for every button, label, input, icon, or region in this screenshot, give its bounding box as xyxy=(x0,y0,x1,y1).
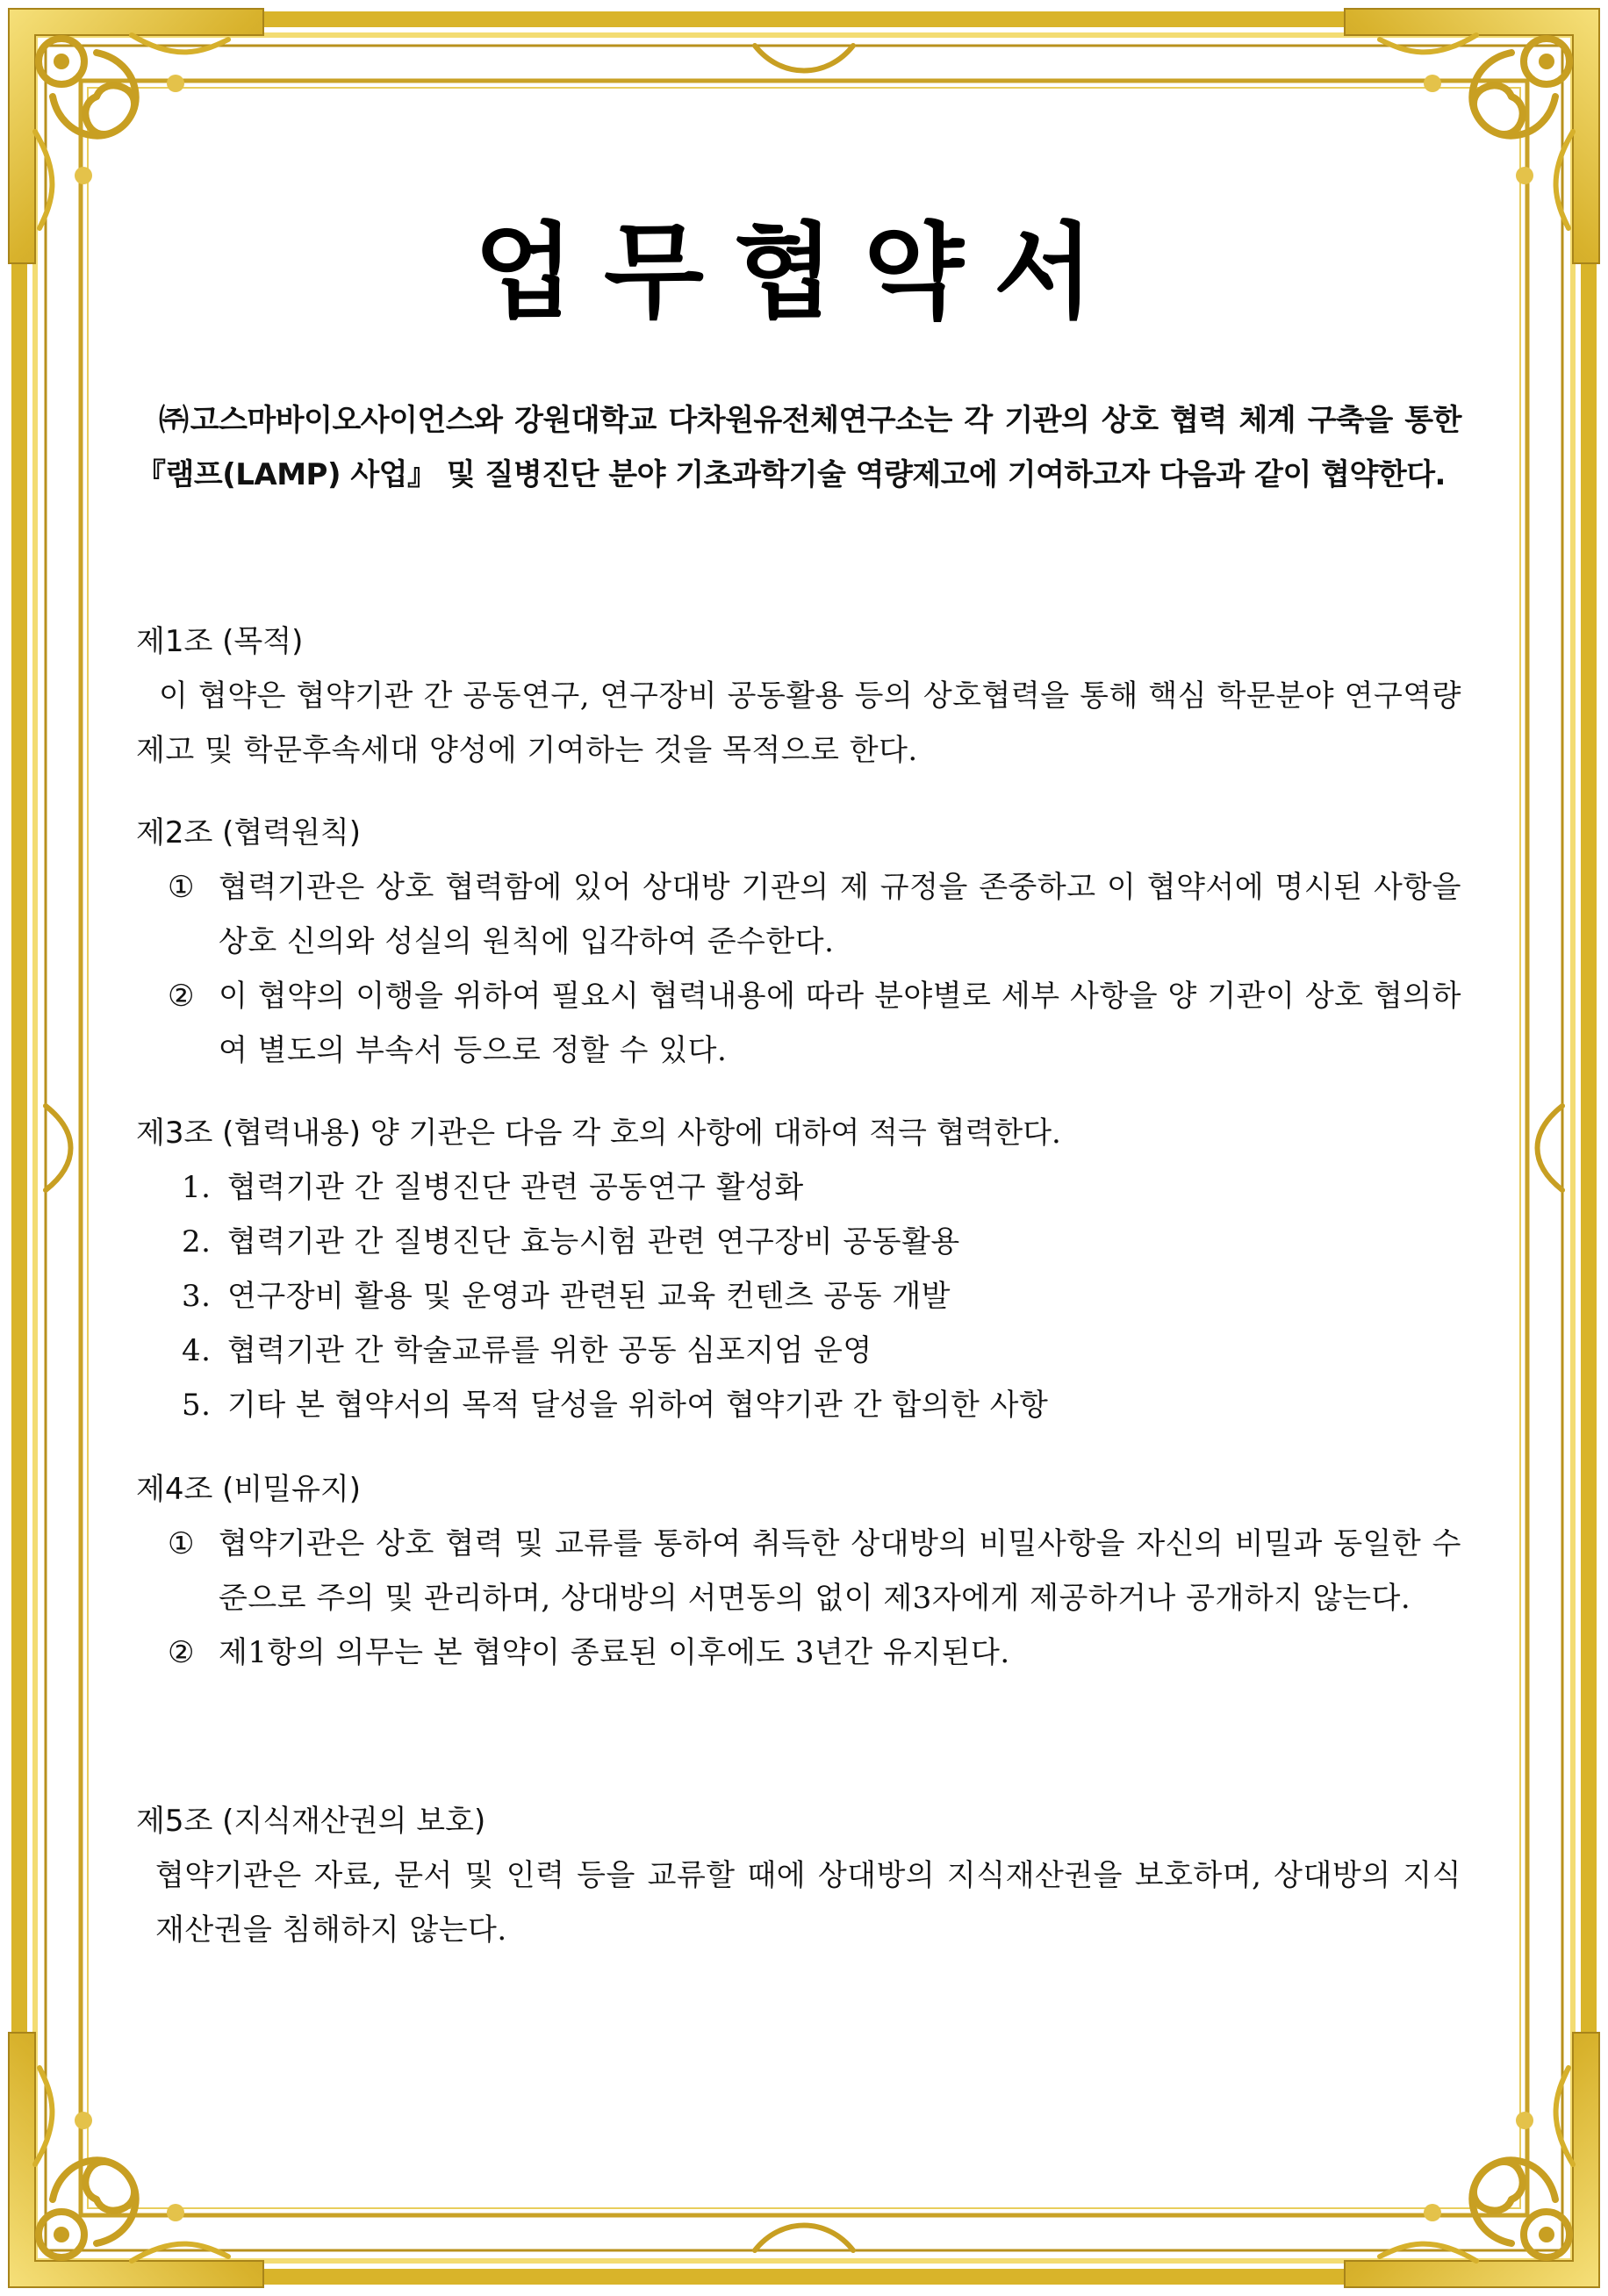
article-3-item xyxy=(136,1160,1461,1215)
item-text: 협력기관 간 질병진단 효능시험 관련 연구장비 공동활용 xyxy=(227,1224,960,1259)
article-5-heading: 제5조 (지식재산권의 보호) xyxy=(136,1804,486,1839)
article-3-heading-line xyxy=(136,1106,1461,1160)
item-marker: ① xyxy=(168,870,195,905)
item-text: 제1항의 의무는 본 협약이 종료된 이후에도 3년간 유지된다. xyxy=(219,1635,1010,1670)
article-1-body: 이 협약은 협약기관 간 공동연구, 연구장비 공동활용 등의 상호협력을 통해 핵심 학문분야 연구역량 제고 및 학문후속세대 양성에 기여하는 것을 목적으로 한다. xyxy=(136,678,1461,768)
article-1-heading: 제1조 (목적) xyxy=(136,624,304,659)
article-3-item xyxy=(136,1269,1461,1324)
item-marker: 2. xyxy=(182,1224,212,1259)
article-3-item xyxy=(136,1378,1461,1432)
item-text: 기타 본 협약서의 목적 달성을 위하여 협약기관 간 합의한 사항 xyxy=(227,1388,1049,1423)
item-marker: 1. xyxy=(182,1170,212,1205)
item-marker: 5. xyxy=(182,1388,212,1423)
article-2-item xyxy=(136,860,1461,969)
item-marker: ① xyxy=(168,1526,195,1561)
item-marker: 3. xyxy=(182,1279,212,1314)
article-3-item xyxy=(136,1215,1461,1269)
item-text: 협력기관 간 질병진단 관련 공동연구 활성화 xyxy=(227,1170,804,1205)
item-marker: ② xyxy=(168,979,195,1014)
intro-paragraph: ㈜고스마바이오사이언스와 강원대학교 다차원유전체연구소는 각 기관의 상호 협력 체계 구축을 통한 『램프(LAMP) 사업』 및 질병진단 분야 기초과학기술 역량제고에 기여하고자 다음과 같이 협약한다. xyxy=(136,403,1461,492)
article-2-heading: 제2조 (협력원칙) xyxy=(136,815,362,850)
article-5-body: 협약기관은 자료, 문서 및 인력 등을 교류할 때에 상대방의 지식재산권을 보호하며, 상대방의 지식재산권을 침해하지 않는다. xyxy=(155,1858,1461,1948)
item-text: 연구장비 활용 및 운영과 관련된 교육 컨텐츠 공동 개발 xyxy=(227,1279,951,1314)
item-marker: 4. xyxy=(182,1333,212,1368)
article-5 xyxy=(136,1794,1461,1957)
article-2 xyxy=(136,806,1461,1078)
article-3 xyxy=(136,1106,1461,1432)
item-text: 이 협약의 이행을 위하여 필요시 협력내용에 따라 분야별로 세부 사항을 양 기관이 상호 협의하여 별도의 부속서 등으로 정할 수 있다. xyxy=(219,979,1461,1068)
article-2-item xyxy=(136,969,1461,1078)
item-text: 협력기관 간 학술교류를 위한 공동 심포지엄 운영 xyxy=(227,1333,872,1368)
document-title: 업무협약서 xyxy=(474,211,1123,333)
article-4-heading: 제4조 (비밀유지) xyxy=(136,1472,362,1507)
article-4 xyxy=(136,1462,1461,1680)
item-marker: ② xyxy=(168,1635,195,1670)
article-3-lead: 양 기관은 다음 각 호의 사항에 대하여 적극 협력한다. xyxy=(361,1116,1061,1151)
article-3-heading: 제3조 (협력내용) xyxy=(136,1116,362,1151)
article-1 xyxy=(136,614,1461,778)
article-3-item xyxy=(136,1324,1461,1378)
item-text: 협력기관은 상호 협력함에 있어 상대방 기관의 제 규정을 존중하고 이 협약서에 명시된 사항을 상호 신의와 성실의 원칙에 입각하여 준수한다. xyxy=(219,870,1461,959)
article-4-item xyxy=(136,1517,1461,1625)
article-4-item xyxy=(136,1625,1461,1680)
item-text: 협약기관은 상호 협력 및 교류를 통하여 취득한 상대방의 비밀사항을 자신의 비밀과 동일한 수준으로 주의 및 관리하며, 상대방의 서면동의 없이 제3자에게 제공하거나 공개하지 않는다. xyxy=(219,1526,1461,1616)
